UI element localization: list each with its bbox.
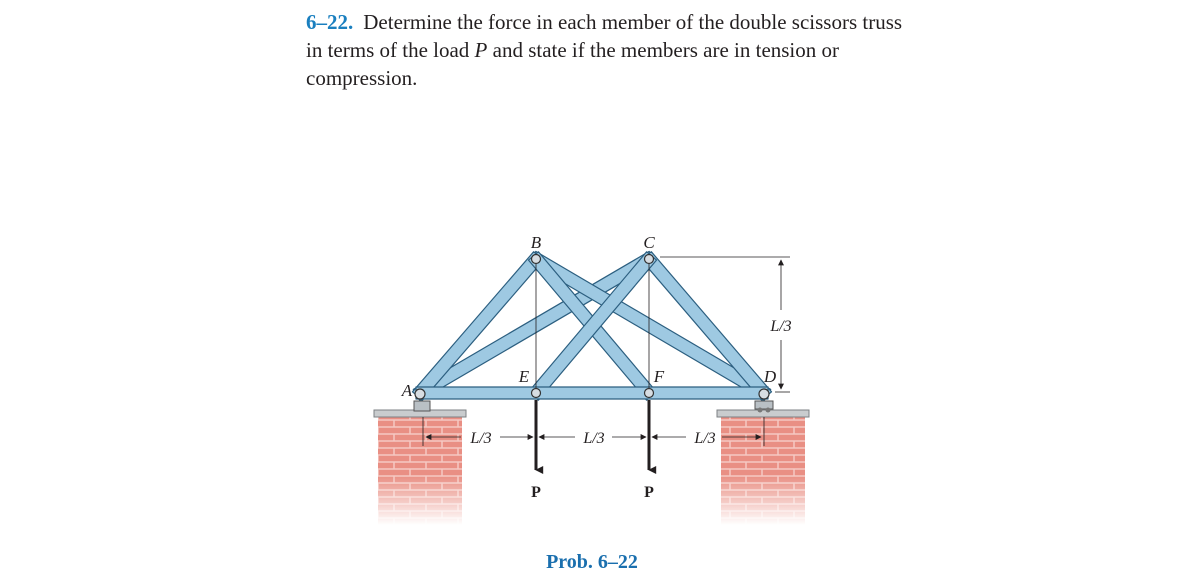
left-pillar (374, 410, 466, 525)
pin-e (532, 389, 541, 398)
joint-label-d: D (763, 367, 777, 386)
joint-label-c: C (643, 233, 655, 252)
height-label: L/3 (770, 318, 792, 335)
span-label-2: L/3 (583, 430, 605, 447)
pin-c (645, 255, 654, 264)
problem-number: 6–22. (306, 10, 354, 34)
load-label-e: P (531, 484, 541, 501)
span-label-3: L/3 (694, 430, 716, 447)
joint-label-b: B (530, 233, 542, 252)
span-label-1: L/3 (470, 430, 492, 447)
joint-label-e: E (518, 367, 530, 386)
pin-b (532, 255, 541, 264)
member-bd (529, 251, 770, 400)
right-pillar (717, 410, 809, 525)
load-symbol: P (474, 38, 488, 62)
truss-members (413, 251, 772, 400)
joint-label-f: F (653, 367, 665, 386)
member-ad (416, 387, 768, 399)
member-ac (413, 251, 655, 400)
problem-text-part-2: and state if the members are in tension or compression. (306, 38, 840, 90)
pin-f (645, 389, 654, 398)
problem-text-part-1: Determine the force in each member of the double scissors truss in terms of the load (306, 10, 903, 62)
load-label-f: P (644, 484, 654, 501)
joint-label-a: A (401, 381, 413, 400)
figure-caption: Prob. 6–22 (546, 551, 638, 573)
